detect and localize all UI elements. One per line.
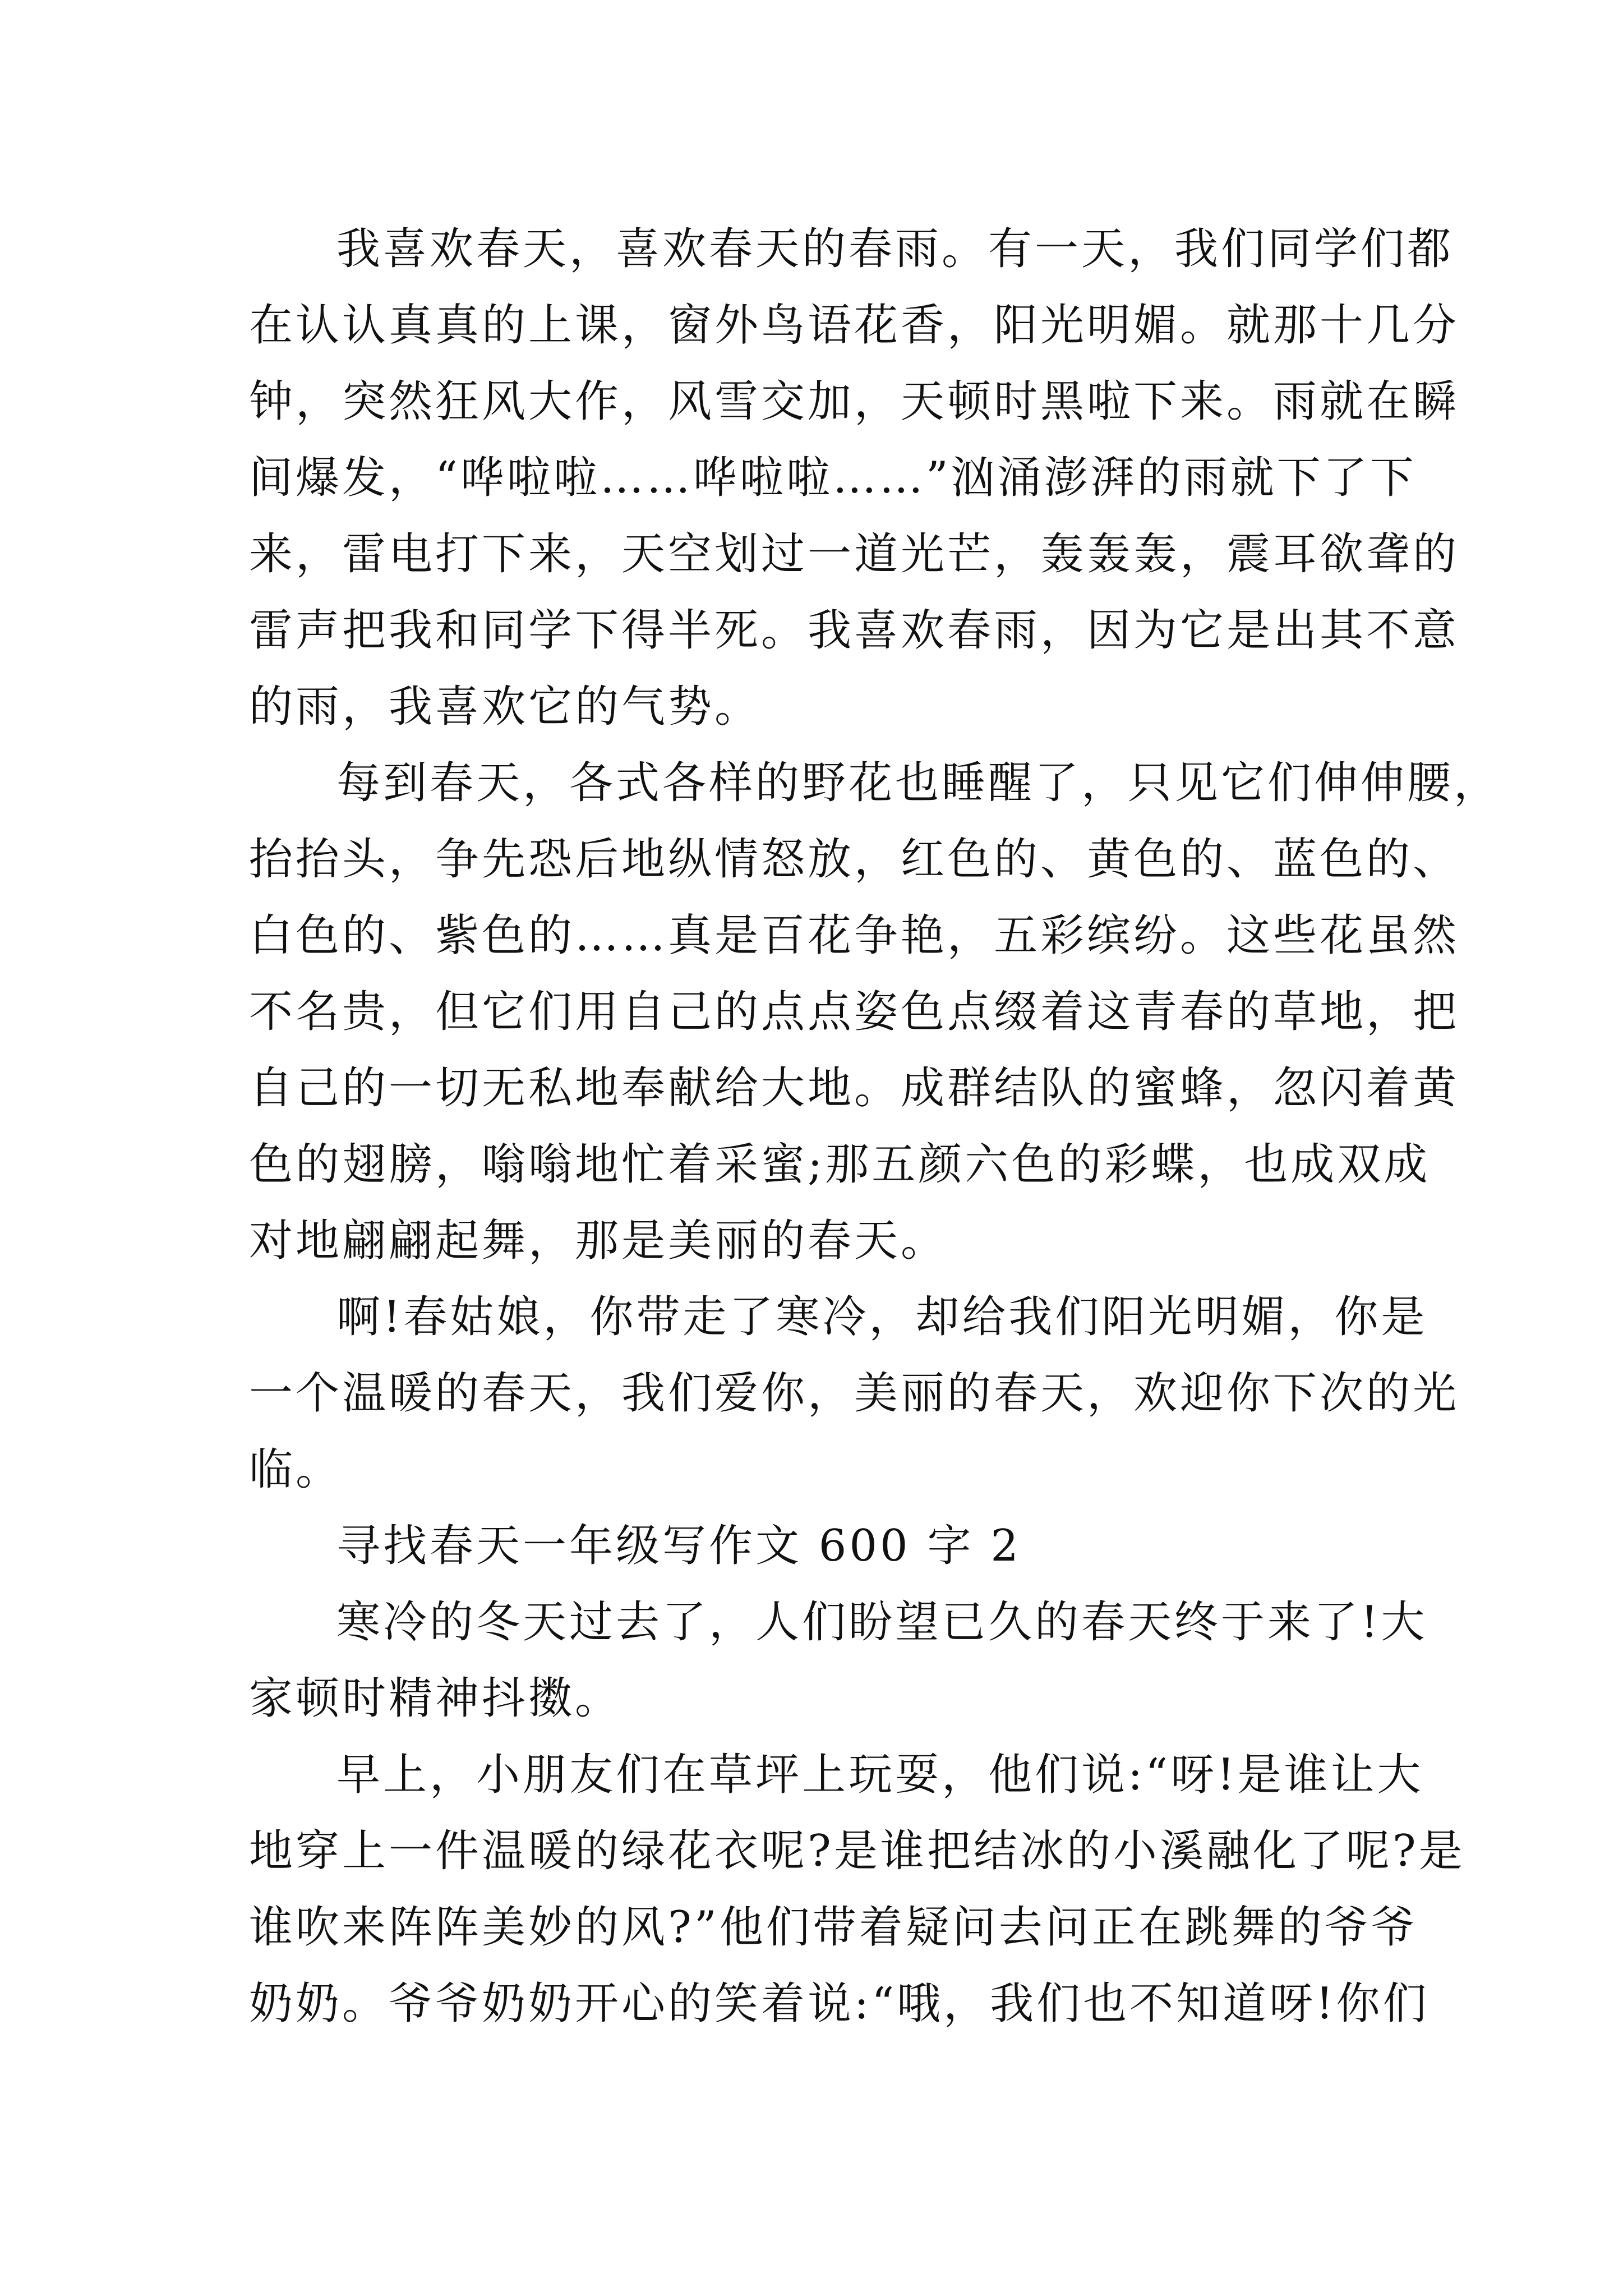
- text-line: 钟，突然狂风大作，风雪交加，天顿时黑啦下来。雨就在瞬: [249, 376, 1460, 427]
- text-line: 我喜欢春天，喜欢春天的春雨。有一天，我们同学们都: [336, 224, 1454, 274]
- document-body: [249, 211, 1501, 2042]
- text-line: 每到春天，各式各样的野花也睡醒了，只见它们伸伸腰，: [336, 758, 1501, 808]
- text-line: 雷声把我和同学下得半死。我喜欢春雨，因为它是出其不意: [249, 605, 1460, 656]
- text-line: 地穿上一件温暖的绿花衣呢?是谁把结冰的小溪融化了呢?是: [249, 1826, 1465, 1876]
- paragraph-wildflowers: [249, 745, 1501, 1279]
- text-line: 抬抬头，争先恐后地纵情怒放，红色的、黄色的、蓝色的、: [249, 834, 1460, 885]
- section-heading: [249, 1508, 1382, 1584]
- text-line: 寒冷的冬天过去了，人们盼望已久的春天终于来了!大: [336, 1597, 1428, 1648]
- text-line: 对地翩翩起舞，那是美丽的春天。: [249, 1216, 948, 1266]
- text-line: 临。: [249, 1444, 343, 1495]
- text-line: 奶奶。爷爷奶奶开心的笑着说:“哦，我们也不知道呀!你们: [249, 1978, 1430, 2029]
- text-line: 谁吹来阵阵美妙的风?”他们带着疑问去问正在跳舞的爷爷: [249, 1902, 1418, 1953]
- text-line: 不名贵，但它们用自己的点点姿色点缀着这青春的草地，把: [249, 987, 1460, 1037]
- text-line: 的雨，我喜欢它的气势。: [249, 682, 762, 732]
- text-line: 在认认真真的上课，窗外鸟语花香，阳光明媚。就那十几分: [249, 300, 1460, 351]
- paragraph-morning: [249, 1737, 1465, 2042]
- text-line: 啊!春姑娘，你带走了寒冷，却给我们阳光明媚，你是: [336, 1292, 1428, 1342]
- text-line: 间爆发，“哗啦啦……哗啦啦……”汹涌澎湃的雨就下了下: [249, 453, 1417, 503]
- heading-text: 寻找春天一年级写作文 600 字 2: [336, 1521, 1021, 1571]
- text-line: 一个温暖的春天，我们爱你，美丽的春天，欢迎你下次的光: [249, 1368, 1460, 1419]
- text-line: 来，雷电打下来，天空划过一道光芒，轰轰轰，震耳欲聋的: [249, 529, 1460, 579]
- text-line: 早上，小朋友们在草坪上玩耍，他们说:“呀!是谁让大: [336, 1750, 1424, 1800]
- text-line: 色的翅膀，嗡嗡地忙着采蜜;那五颜六色的彩蝶，也成双成: [249, 1139, 1431, 1190]
- paragraph-winter-passed: [249, 1584, 1428, 1737]
- text-line: 家顿时精神抖擞。: [249, 1673, 622, 1724]
- paragraph-spring-rain: [249, 211, 1460, 745]
- text-line: 白色的、紫色的……真是百花争艳，五彩缤纷。这些花虽然: [249, 910, 1460, 961]
- text-line: 自己的一切无私地奉献给大地。成群结队的蜜蜂，忽闪着黄: [249, 1063, 1460, 1114]
- paragraph-farewell: [249, 1279, 1460, 1508]
